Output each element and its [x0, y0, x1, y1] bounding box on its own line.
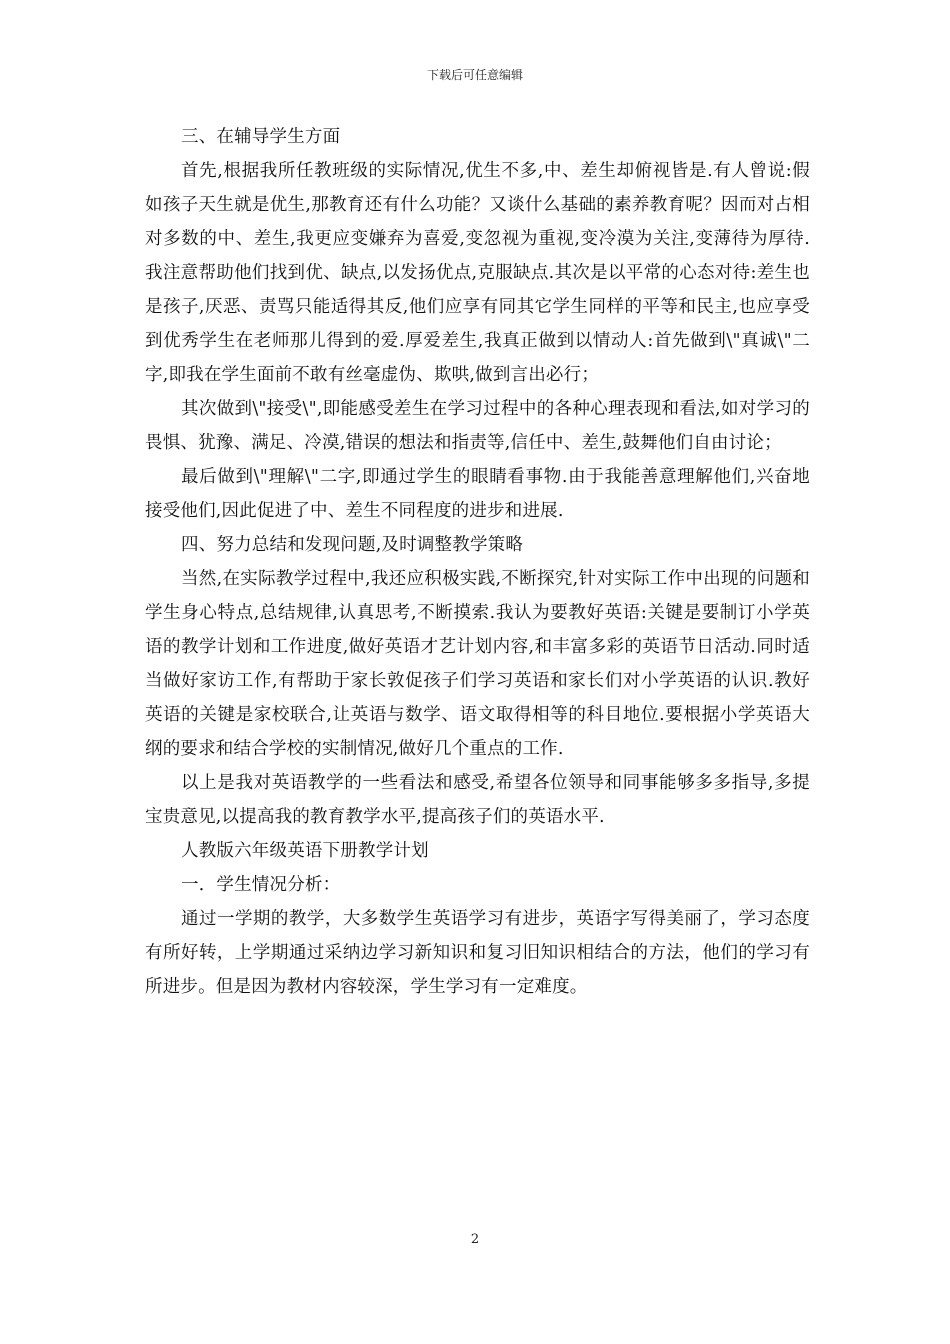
- body-paragraph: 其次做到\"接受\",即能感受差生在学习过程中的各种心理表现和看法,如对学习的畏惧、犹豫、满足、冷漠,错误的想法和指责等,信任中、差生,鼓舞他们自由讨论；: [145, 399, 810, 453]
- body-paragraph: 以上是我对英语教学的一些看法和感受,希望各位领导和同事能够多多指导,多提宝贵意见,以提高我的教育教学水平,提高孩子们的英语水平.: [145, 773, 810, 827]
- body-paragraph: 通过一学期的教学，大多数学生英语学习有进步，英语字写得美丽了，学习态度有所好转，上学期通过采纳边学习新知识和复习旧知识相结合的方法，他们的学习有所进步。但是因为教材内容较深，学生学习有一定难度。: [145, 909, 810, 997]
- body-paragraph: 最后做到\"理解\"二字,即通过学生的眼睛看事物.由于我能善意理解他们,兴奋地接受他们,因此促进了中、差生不同程度的进步和进展.: [145, 467, 810, 521]
- body-paragraph: 首先,根据我所任教班级的实际情况,优生不多,中、差生却俯视皆是.有人曾说:假如孩子天生就是优生,那教育还有什么功能？又谈什么基础的素养教育呢？因而对占相对多数的中、差生,我更应变嫌弃为喜爱,变忽视为重视,变冷漠为关注,变薄待为厚待.我注意帮助他们找到优、缺点,以发扬优点,克服缺点.其次是以平常的心态对待:差生也是孩子,厌恶、责骂只能适得其反,他们应享有同其它学生同样的平等和民主,也应享受到优秀学生在老师那儿得到的爱.厚爱差生,我真正做到以情动人:首先做到\"真诚\"二字,即我在学生面前不敢有丝毫虚伪、欺哄,做到言出必行；: [145, 161, 811, 385]
- document-title: 人教版六年级英语下册教学计划: [181, 841, 429, 861]
- body-paragraph: 当然,在实际教学过程中,我还应积极实践,不断探究,针对实际工作中出现的问题和学生身心特点,总结规律,认真思考,不断摸索.我认为要教好英语:关键是要制订小学英语的教学计划和工作进度,做好英语才艺计划内容,和丰富多彩的英语节日活动.同时适当做好家访工作,有帮助于家长敦促孩子们学习英语和家长们对小学英语的认识.教好英语的关键是家校联合,让英语与数学、语文取得相等的科目地位.要根据小学英语大纲的要求和结合学校的实制情况,做好几个重点的工作.: [145, 569, 810, 759]
- section-heading: 四、努力总结和发现问题,及时调整教学策略: [181, 535, 524, 555]
- document-body: [145, 120, 810, 1004]
- section-heading: 一．学生情况分析：: [181, 875, 341, 895]
- page-number: 2: [470, 1232, 480, 1247]
- page-header: 下载后可任意编辑: [426, 68, 523, 82]
- section-heading: 三、在辅导学生方面: [181, 127, 341, 147]
